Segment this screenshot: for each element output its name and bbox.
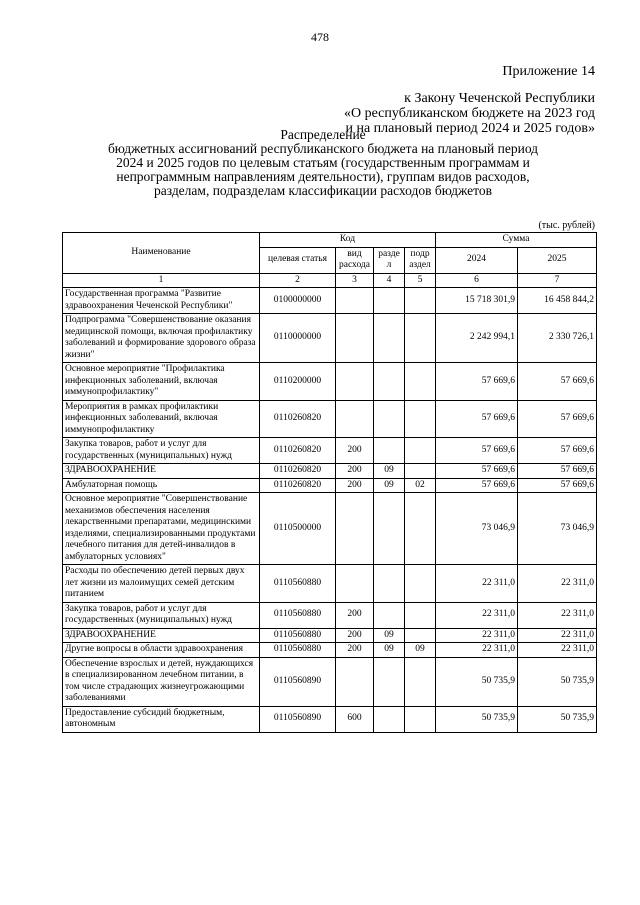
table-row [63,314,597,363]
appendix-block [255,64,595,136]
row-section: 09 [374,628,405,643]
row-name: Предоставление субсидий бюджетным, автономным [63,706,260,732]
row-value-2025: 2 330 726,1 [518,314,597,363]
row-subsection [405,288,436,314]
row-kind: 200 [336,628,374,643]
row-name: Подпрограмма "Совершенствование оказания медицинской помощи, включая профилактику заболеваний и формирование здорового образа жизни" [63,314,260,363]
row-value-2024: 57 669,6 [436,478,518,493]
row-name: Закупка товаров, работ и услуг для государственных (муниципальных) нужд [63,438,260,464]
col-num-1: 1 [63,273,260,288]
row-value-2025: 57 669,6 [518,363,597,401]
row-value-2025: 50 735,9 [518,706,597,732]
row-name: Другие вопросы в области здравоохранения [63,643,260,658]
col-num-6: 6 [436,273,518,288]
row-value-2024: 57 669,6 [436,363,518,401]
row-kind [336,363,374,401]
row-kind [336,657,374,706]
row-value-2025: 57 669,6 [518,400,597,438]
row-value-2025: 16 458 844,2 [518,288,597,314]
row-value-2024: 22 311,0 [436,628,518,643]
units-label: (тыс. рублей) [538,220,595,231]
appendix-law-period: и на плановый период 2024 и 2025 годов» [345,121,595,136]
row-kind: 200 [336,438,374,464]
appendix-law-name: «О республиканском бюджете на 2023 год [344,106,595,121]
row-name: Основное мероприятие "Профилактика инфекционных заболеваний, включая иммунопрофилактику" [63,363,260,401]
header-code: Код [260,233,436,248]
row-target: 0110560880 [260,602,336,628]
row-value-2025: 50 735,9 [518,657,597,706]
row-target: 0110260820 [260,438,336,464]
col-num-5: 5 [405,273,436,288]
row-subsection: 09 [405,643,436,658]
row-subsection [405,464,436,479]
header-name: Наименование [63,233,260,274]
table-row [63,628,597,643]
row-target: 0110500000 [260,493,336,565]
title-line-3: 2024 и 2025 годов по целевым статьям (государственным программам и [116,155,530,170]
row-target: 0110260820 [260,478,336,493]
row-subsection [405,602,436,628]
row-section: 09 [374,464,405,479]
row-target: 0110560880 [260,565,336,603]
row-name: ЗДРАВООХРАНЕНИЕ [63,628,260,643]
row-value-2025: 57 669,6 [518,478,597,493]
row-target: 0110560880 [260,643,336,658]
page-number: 478 [311,30,329,44]
row-name: Закупка товаров, работ и услуг для государственных (муниципальных) нужд [63,602,260,628]
row-value-2025: 22 311,0 [518,602,597,628]
row-kind [336,288,374,314]
col-num-7: 7 [518,273,597,288]
header-2024: 2024 [436,247,518,273]
row-subsection [405,314,436,363]
row-section [374,314,405,363]
row-name: Основное мероприятие "Совершенствование механизмов обеспечения населения лекарственными препаратами, медицинскими изделиями, специализированными продуктами лечебного питания для детей-инвалидов в амбулаторных условиях" [63,493,260,565]
row-name: Обеспечение взрослых и детей, нуждающихся в специализированном лечебном питании, в том числе страдающих жизнеугрожающими заболеваниями [63,657,260,706]
row-value-2024: 57 669,6 [436,464,518,479]
row-value-2024: 15 718 301,9 [436,288,518,314]
header-sum: Сумма [436,233,597,248]
table-row [63,400,597,438]
row-subsection: 02 [405,478,436,493]
document-title [88,128,558,198]
appendix-title: Приложение 14 [502,64,595,79]
row-value-2024: 22 311,0 [436,565,518,603]
table-row [63,602,597,628]
row-subsection [405,628,436,643]
table-header [63,233,597,288]
appendix-law: к Закону Чеченской Республики [404,91,595,106]
table-row [63,464,597,479]
row-value-2025: 22 311,0 [518,565,597,603]
row-value-2024: 50 735,9 [436,657,518,706]
table-row [63,288,597,314]
row-name: Расходы по обеспечению детей первых двух лет жизни из малоимущих семей детским питанием [63,565,260,603]
header-subsection: подр аздел [405,247,436,273]
header-section: разде л [374,247,405,273]
row-value-2024: 57 669,6 [436,400,518,438]
row-value-2024: 57 669,6 [436,438,518,464]
row-value-2025: 57 669,6 [518,438,597,464]
row-value-2024: 22 311,0 [436,643,518,658]
row-target: 0100000000 [260,288,336,314]
row-value-2024: 2 242 994,1 [436,314,518,363]
row-kind: 200 [336,478,374,493]
row-value-2024: 73 046,9 [436,493,518,565]
table-row [63,657,597,706]
row-section [374,565,405,603]
row-target: 0110200000 [260,363,336,401]
table-row [63,565,597,603]
row-section: 09 [374,643,405,658]
row-value-2024: 50 735,9 [436,706,518,732]
row-section [374,706,405,732]
table-row [63,363,597,401]
table-row [63,643,597,658]
row-subsection [405,565,436,603]
table-row [63,493,597,565]
budget-table [62,232,597,733]
row-subsection [405,400,436,438]
title-line-2: бюджетных ассигнований республиканского бюджета на плановый период [107,141,539,156]
row-section [374,400,405,438]
table-row [63,478,597,493]
col-num-3: 3 [336,273,374,288]
row-kind [336,493,374,565]
row-kind: 600 [336,706,374,732]
row-section [374,602,405,628]
row-value-2025: 57 669,6 [518,464,597,479]
row-value-2025: 22 311,0 [518,628,597,643]
row-target: 0110560890 [260,657,336,706]
table-row [63,706,597,732]
row-kind [336,565,374,603]
row-subsection [405,493,436,565]
row-section [374,438,405,464]
row-value-2025: 73 046,9 [518,493,597,565]
row-section [374,363,405,401]
row-section [374,493,405,565]
row-kind: 200 [336,602,374,628]
row-name: Мероприятия в рамках профилактики инфекционных заболеваний, включая иммунопрофилактику [63,400,260,438]
title-line-1: Распределение [280,127,366,142]
row-name: Государственная программа "Развитие здравоохранения Чеченской Республики" [63,288,260,314]
row-kind: 200 [336,643,374,658]
row-subsection [405,438,436,464]
header-2025: 2025 [518,247,597,273]
row-target: 0110260820 [260,464,336,479]
table-row [63,438,597,464]
row-target: 0110560880 [260,628,336,643]
row-section [374,288,405,314]
row-value-2024: 22 311,0 [436,602,518,628]
row-kind [336,400,374,438]
row-name: ЗДРАВООХРАНЕНИЕ [63,464,260,479]
col-num-2: 2 [260,273,336,288]
header-target: целевая статья [260,247,336,273]
row-kind: 200 [336,464,374,479]
row-section: 09 [374,478,405,493]
title-line-4: непрограммным направлениям деятельности), группам видов расходов, [116,169,530,184]
row-value-2025: 22 311,0 [518,643,597,658]
row-section [374,657,405,706]
table-body [63,288,597,733]
row-name: Амбулаторная помощь [63,478,260,493]
header-kind: вид расхода [336,247,374,273]
col-num-4: 4 [374,273,405,288]
title-line-5: разделам, подразделам классификации расходов бюджетов [153,183,492,198]
row-target: 0110260820 [260,400,336,438]
row-subsection [405,706,436,732]
row-subsection [405,657,436,706]
row-target: 0110560890 [260,706,336,732]
row-subsection [405,363,436,401]
row-target: 0110000000 [260,314,336,363]
row-kind [336,314,374,363]
